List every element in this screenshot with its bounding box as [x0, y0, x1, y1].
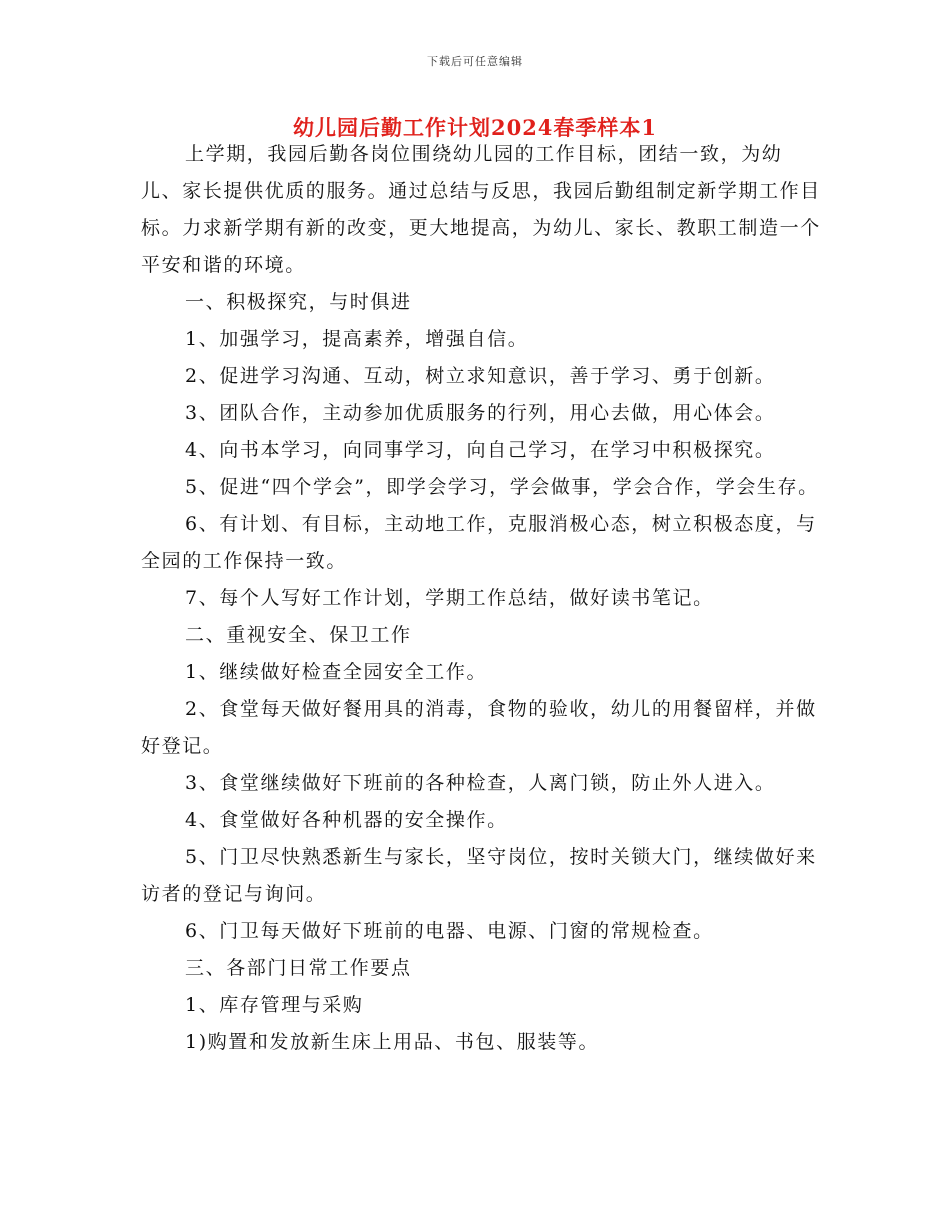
- document-title: 幼儿园后勤工作计划2024春季样本1: [292, 115, 658, 140]
- list-item: 3、团队合作，主动参加优质服务的行列，用心去做，用心体会。: [185, 402, 776, 424]
- list-item: 6、门卫每天做好下班前的电器、电源、门窗的常规检查。: [185, 920, 714, 942]
- list-item: 3、食堂继续做好下班前的各种检查，人离门锁，防止外人进入。: [185, 772, 776, 794]
- list-item: 2、促进学习沟通、互动，树立求知意识，善于学习、勇于创新。: [185, 365, 776, 387]
- list-item: 1、继续做好检查全园安全工作。: [185, 661, 488, 683]
- section-heading-1: 一、积极探究，与时俱进: [185, 291, 412, 313]
- list-item: 5、促进“四个学会”，即学会学习，学会做事，学会合作，学会生存。: [185, 476, 819, 498]
- page-header-note: 下载后可任意编辑: [427, 55, 523, 68]
- list-item: 5、门卫尽快熟悉新生与家长，坚守岗位，按时关锁大门，继续做好来访者的登记与询问。: [141, 846, 817, 905]
- list-item: 4、向书本学习，向同事学习，向自己学习，在学习中积极探究。: [185, 439, 776, 461]
- list-item: 7、每个人写好工作计划，学期工作总结，做好读书笔记。: [185, 587, 714, 609]
- list-item: 1)购置和发放新生床上用品、书包、服装等。: [185, 1031, 600, 1053]
- list-item: 1、加强学习，提高素养，增强自信。: [185, 328, 529, 350]
- paragraph-intro: 上学期，我园后勤各岗位围绕幼儿园的工作目标，团结一致，为幼儿、家长提供优质的服务。通过总结与反思，我园后勤组制定新学期工作目标。力求新学期有新的改变，更大地提高，为幼儿、家长、教职工制造一个平安和谐的环境。: [141, 143, 821, 276]
- section-heading-2: 二、重视安全、保卫工作: [185, 624, 412, 646]
- document-body: [141, 136, 821, 1061]
- list-item: 6、有计划、有目标，主动地工作，克服消极心态，树立积极态度，与全园的工作保持一致。: [141, 513, 817, 572]
- section-heading-3: 三、各部门日常工作要点: [185, 957, 412, 979]
- list-item: 4、食堂做好各种机器的安全操作。: [185, 809, 508, 831]
- list-item: 2、食堂每天做好餐用具的消毒，食物的验收，幼儿的用餐留样，并做好登记。: [141, 698, 817, 757]
- list-item: 1、库存管理与采购: [185, 994, 364, 1016]
